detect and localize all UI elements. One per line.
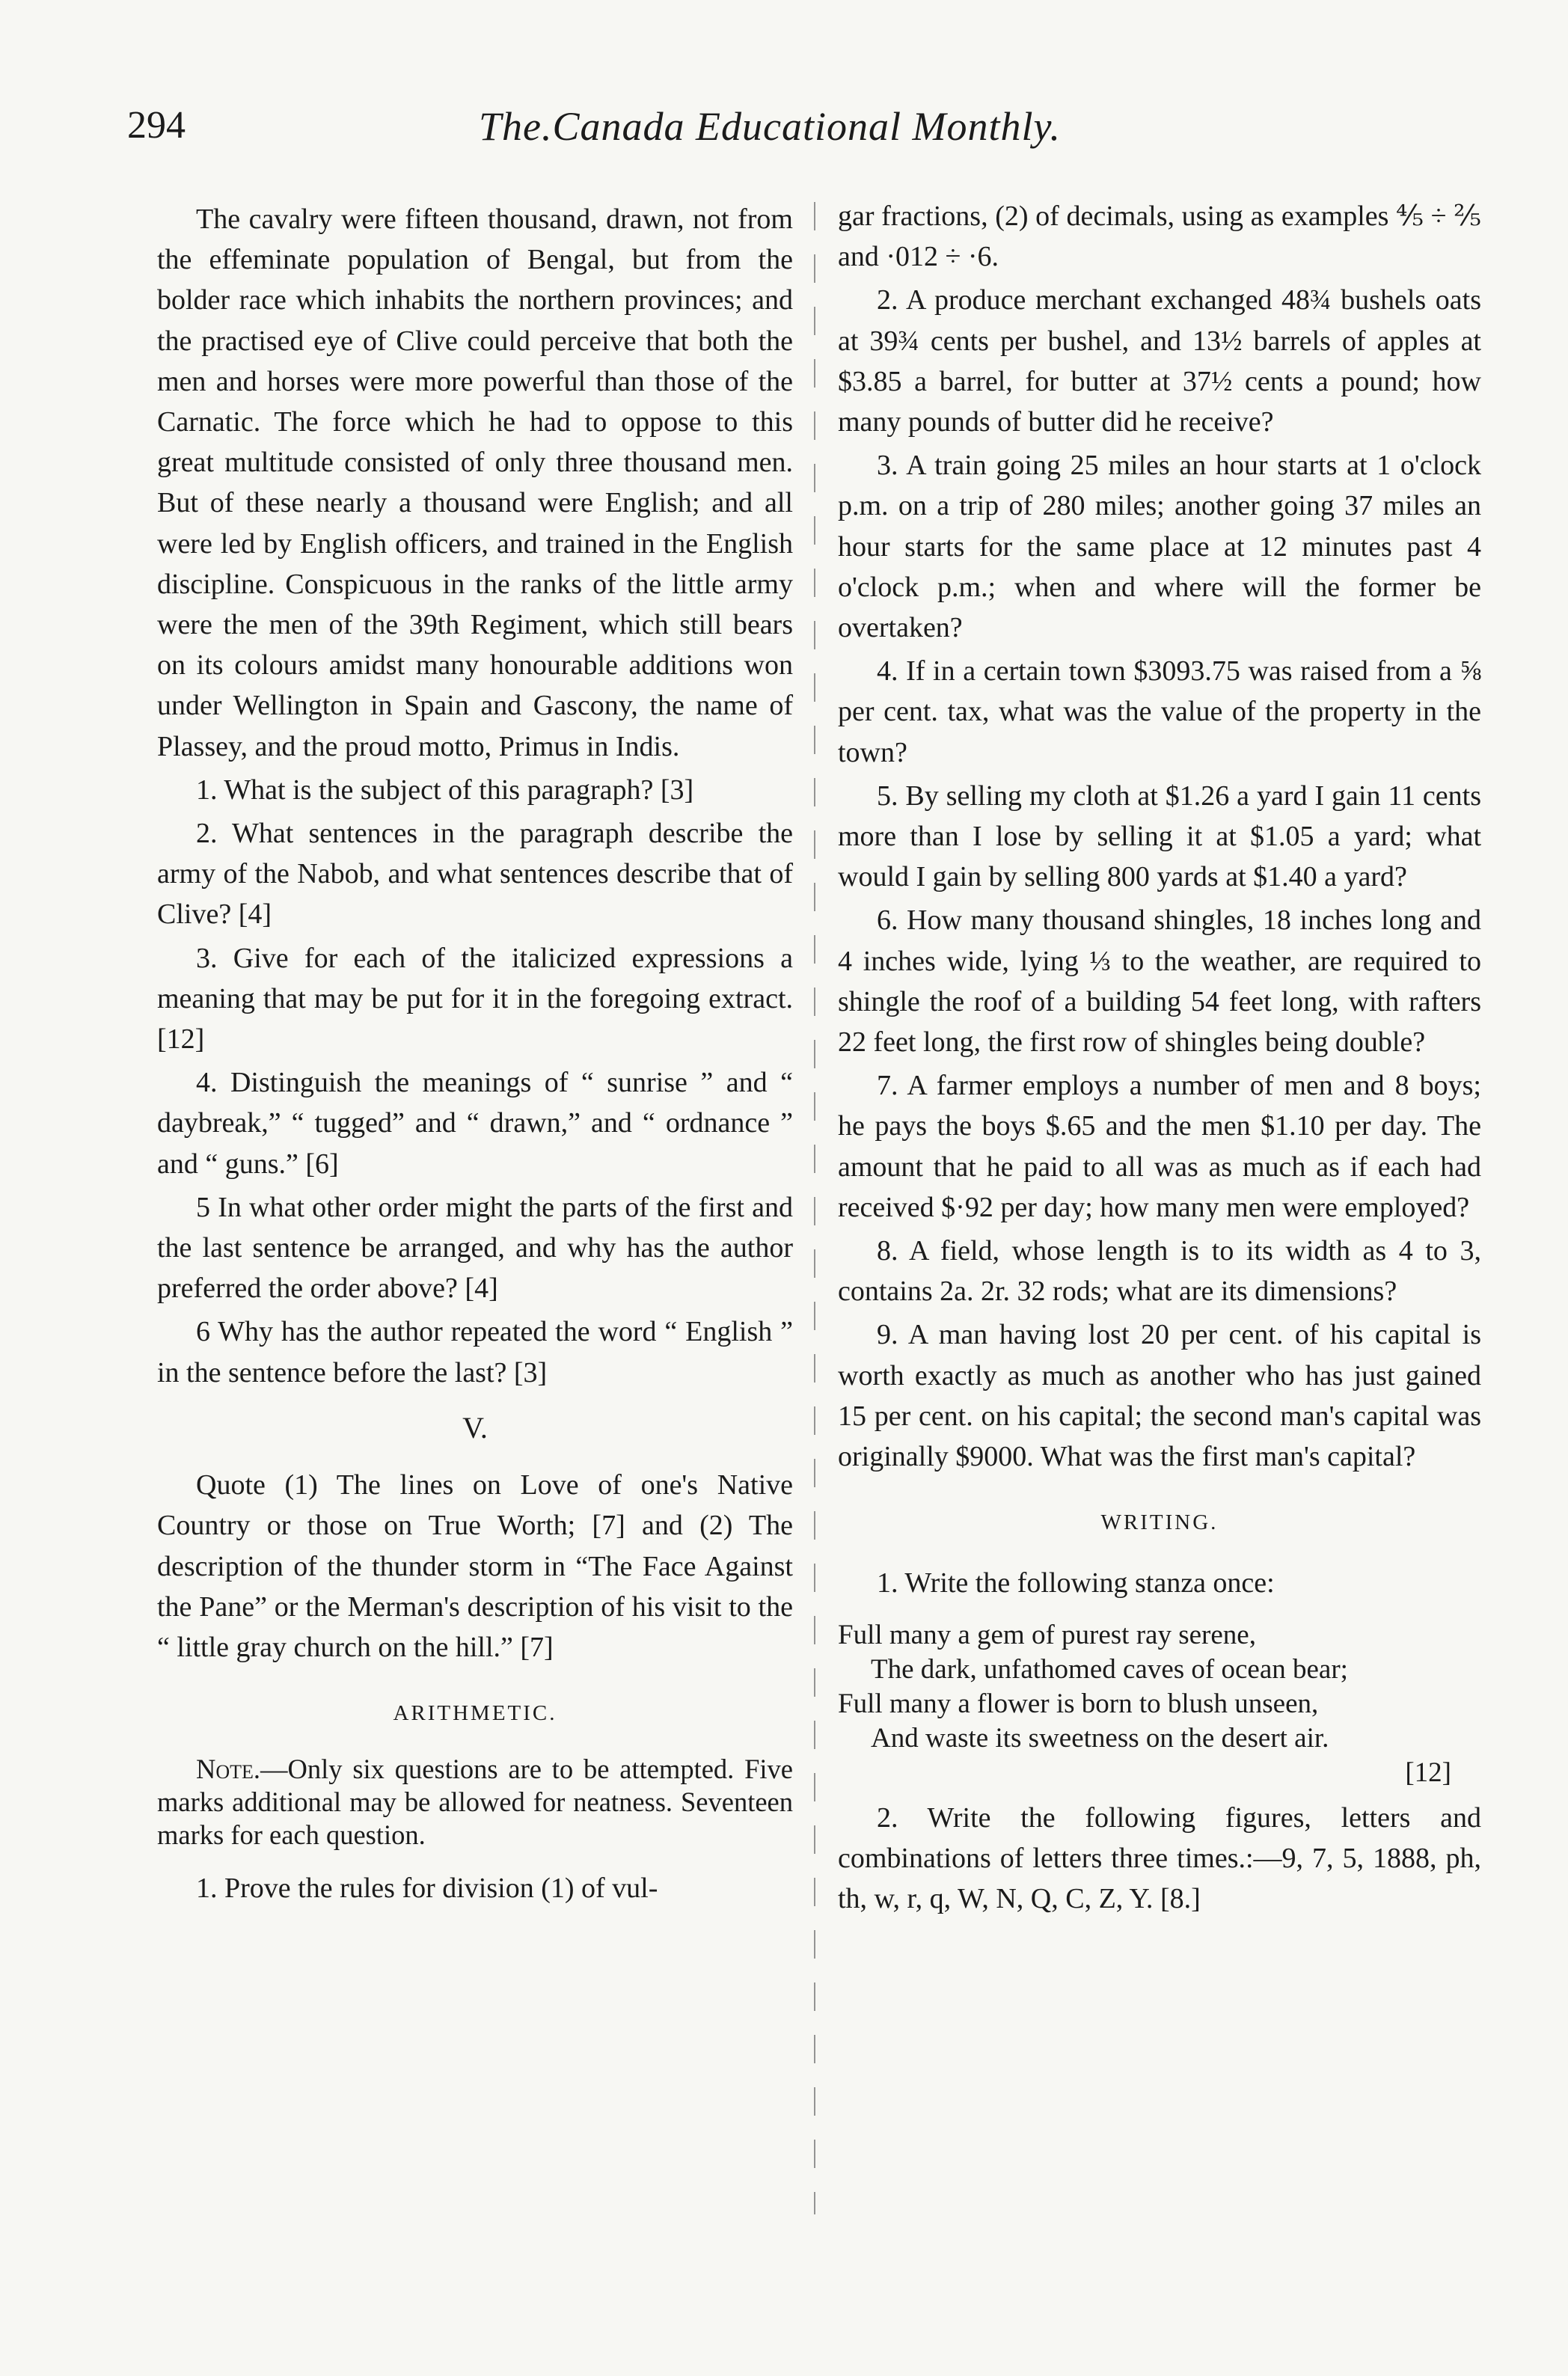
section-v-heading: V.	[462, 1410, 488, 1445]
arithmetic-question: 6. How many thousand shingles, 18 inches long and 4 inches wide, lying ⅓ to the weather, are required to shingle the roof of a building 54 feet long, with rafters 22 feet long, the first row of shingles being double?	[838, 904, 1481, 1059]
question-item: 5 In what other order might the parts of the first and the last sentence be arranged, and why has the author preferred the order above? [4]	[157, 1191, 793, 1305]
page-header	[127, 103, 1474, 171]
writing-question-1: 1. Write the following stanza once:	[877, 1567, 1275, 1599]
question-item: 2. What sentences in the paragraph describe the army of the Nabob, and what sentences describe that of Clive? [4]	[157, 818, 793, 931]
right-column	[838, 196, 1481, 1919]
stanza-line: And waste its sweetness on the desert air.	[871, 1722, 1329, 1754]
stanza	[838, 1618, 1481, 1790]
column-divider	[814, 202, 815, 2214]
extract-paragraph: The cavalry were fifteen thousand, drawn, not from the effeminate population of Bengal, but from the bolder race which inhabits the northern provinces; and the practised eye of Clive could perceive that both the men and horses were more powerful than those of the Carnatic. The force which he had to oppose to this great multitude consisted of only three thousand men. But of these nearly a thousand were English; and all were led by English officers, and trained in the English discipline. Conspicuous in the ranks of the little army were the men of the 39th Regiment, which still bears on its colours amidst many honourable additions won under Wellington in Spain and Gascony, the name of Plassey, and the proud motto, Primus in Indis.	[157, 203, 793, 762]
arithmetic-question: 2. A produce merchant exchanged 48¾ bushels oats at 39¾ cents per bushel, and 13½ barrels of apples at $3.85 a barrel, for butter at 37½ cents a pound; how many pounds of butter did he receive?	[838, 284, 1481, 438]
question-item: 1. What is the subject of this paragraph? [3]	[196, 774, 694, 806]
arithmetic-question: 4. If in a certain town $3093.75 was raised from a ⅝ per cent. tax, what was the value of the property in the town?	[838, 655, 1481, 768]
stanza-line: Full many a flower is born to blush unseen,	[838, 1688, 1319, 1719]
writing-question-2: 2. Write the following figures, letters and combinations of letters three times.:—9, 7, 5, 1888, ph, th, w, r, q, W, N, Q, C, Z, Y. [8.]	[838, 1801, 1481, 1915]
arithmetic-question: 5. By selling my cloth at $1.26 a yard I gain 11 cents more than I lose by selling it at $1.05 a yard; what would I gain by selling 800 yards at $1.40 a yard?	[838, 780, 1481, 893]
arithmetic-question-1-end: gar fractions, (2) of decimals, using as examples ⅘ ÷ ⅖ and ·012 ÷ ·6.	[838, 200, 1481, 273]
question-item: 3. Give for each of the italicized expressions a meaning that may be put for it in the foregoing extract. [12]	[157, 942, 793, 1056]
arithmetic-question: 8. A field, whose length is to its width as 4 to 3, contains 2a. 2r. 32 rods; what are its dimensions?	[838, 1235, 1481, 1308]
stanza-line: The dark, unfathomed caves of ocean bear;	[871, 1653, 1348, 1685]
question-item: 6 Why has the author repeated the word “ English ” in the sentence before the last? [3]	[157, 1316, 793, 1388]
page-number: 294	[127, 104, 186, 147]
running-title: The.Canada Educational Monthly.	[479, 104, 1061, 149]
stanza-line: Full many a gem of purest ray serene,	[838, 1619, 1256, 1650]
question-item: 4. Distinguish the meanings of “ sunrise ” and “ daybreak,” “ tugged” and “ drawn,” and “ ordnance ” and “ guns.” [6]	[157, 1067, 793, 1180]
arithmetic-note: Note.—Only six questions are to be attempted. Five marks additional may be allowed for neatness. Seventeen marks for each question.	[157, 1754, 793, 1851]
arithmetic-question: 3. A train going 25 miles an hour starts at 1 o'clock p.m. on a trip of 280 miles; another going 37 miles an hour starts for the same place at 12 minutes past 4 o'clock p.m.; when and where will the former be overtaken?	[838, 450, 1481, 644]
arithmetic-heading: ARITHMETIC.	[393, 1701, 557, 1726]
section-v-question: Quote (1) The lines on Love of one's Native Country or those on True Worth; [7] and (2) The description of the thunder storm in “The Face Against the Pane” or the Merman's description of his visit to the “ little gray church on the hill.” [7]	[157, 1469, 793, 1663]
arithmetic-question: 9. A man having lost 20 per cent. of his capital is worth exactly as much as another who has just gained 15 per cent. on his capital; the second man's capital was originally $9000. What was the first man's capital?	[838, 1319, 1481, 1473]
arithmetic-question: 7. A farmer employs a number of men and 8 boys; he pays the boys $.65 and the men $1.10 per day. The amount that he paid to all was as much as if each had received $·92 per day; how many men were employed?	[838, 1070, 1481, 1223]
left-column	[157, 196, 793, 1909]
writing-heading: WRITING.	[1100, 1510, 1219, 1535]
arithmetic-question-1-start: 1. Prove the rules for division (1) of vul-	[196, 1873, 658, 1905]
stanza-marks: [12]	[1405, 1757, 1451, 1788]
